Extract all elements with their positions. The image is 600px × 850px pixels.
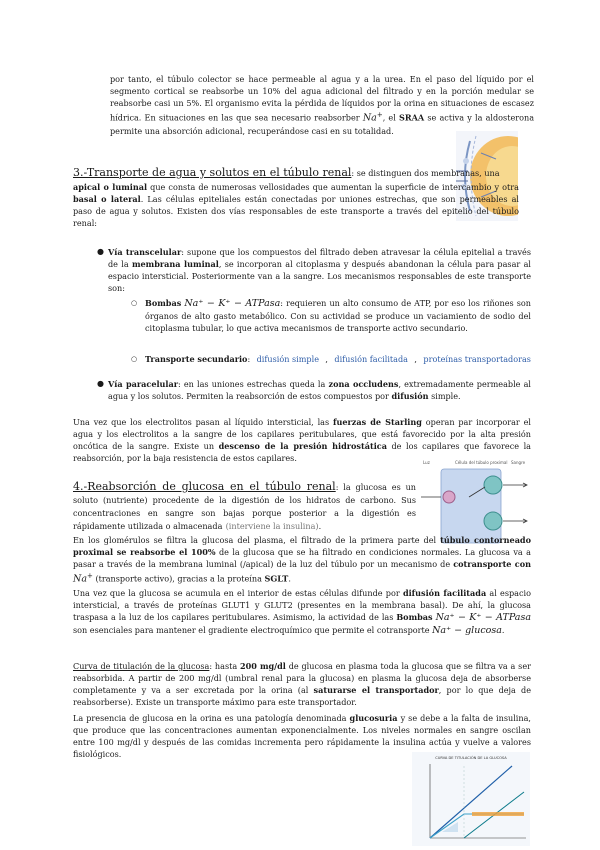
glucose-titration-chart — [412, 752, 530, 846]
starling-paragraph: Una vez que los electrolitos pasan al líquido intersticial, las fuerzas de Starling operan par incorporar el agua y los electrolitos a la sangre de los capilares peritubulares, que está favorecido por la alta presión oncótica de la sangre. Existe un descenso de la presión hidrostática de los capilares que favorece la reabsorción, por la baja resistencia de estos capilares. — [73, 417, 531, 463]
section-4-title: 4.-Reabsorción de glucosa en el túbulo renal — [73, 480, 336, 493]
section-4-lead: 4.-Reabsorción de glucosa en el túbulo renal: la glucosa es un soluto (nutriente) procedente de la digestión de los hidratos de carbono. Sus concentraciones en sangre son bajas porque posterior a la digestión es rápidamente utilizada o almacenada (interviene la insulina). — [73, 480, 417, 531]
via-transcelular: ● Vía transcelular: supone que los compuestos del filtrado deben atravesar la célula epitelial a través de la membrana luminal, se incorporan al citoplasma y después abandonan la célula para pasar al espacio intersticial. Posteriormente van a la sangre. Los mecanismos responsables de este transporte son: — [97, 247, 531, 293]
circle-bullet-icon: ○ — [131, 355, 138, 363]
figure-label-blood: Sangre — [511, 460, 526, 465]
section-3-lead: 3.-Transporte de agua y solutos en el túbulo renal: se distinguen dos membranas, una — [73, 166, 500, 179]
figure-label-cell: Célula del túbulo proximal — [455, 460, 508, 465]
section-3-title: 3.-Transporte de agua y solutos en el túbulo renal — [73, 166, 352, 179]
figure-label-luz: Luz — [423, 460, 430, 465]
circle-bullet-icon: ○ — [131, 299, 138, 307]
bombas-item: ○ Bombas Na⁺ − K⁺ − ATPasa: requieren un alto consumo de ATP, por eso los riñones son órganos de alto gasto metabólico. Con su actividad se produce un vaciamiento de sodio del citoplasma tubular, lo que activa mecanismos de transporte activo secundario. — [131, 298, 531, 333]
titration-paragraph: Curva de titulación de la glucosa: hasta 200 mg/dl de glucosa en plasma toda la glucosa que se filtra va a ser reabsorbida. A partir de 200 mg/dl (umbral renal para la glucosa) en plasma la glucosa deja de absorberse completamente y va a ser excretada por la orina (al saturarse el transportador, por lo que deja de reabsorberse). Existe un transporte máximo para este transportador. — [73, 661, 531, 707]
bullet-icon: ● — [97, 379, 104, 388]
intro-paragraph: por tanto, el túbulo colector se hace permeable al agua y a la urea. En el paso del líquido por el segmento cortical se reabsorbe un 10% del agua adicional del filtrado y en la porción medular se reabsorbe casi un 5%. El organismo evita la pérdida de líquidos por la orina en situaciones de escasez hídrica. En situaciones en las que sea necesario reabsorber Na+, el SRAA se activa y la aldosterona permite una absorción adicional, recuperándose casi en su totalidad. — [110, 74, 535, 136]
glucosuria-paragraph: La presencia de glucosa en la orina es una patología denominada glucosuria y se debe a la falta de insulina, que produce que las concentraciones aumentan exponencialmente. Los niveles normales en sangre oscilan entre 100 mg/dl y después de las comidas incrementa pero rápidamente la insulina actúa y vuelve a valores fisiológicos. — [73, 713, 531, 759]
bullet-icon: ● — [97, 247, 104, 256]
chart-title: CURVA DE TITULACIÓN DE LA GLUCOSA — [435, 756, 507, 760]
via-paracelular: ● Vía paracelular: en las uniones estrechas queda la zona occludens, extremadamente permeable al agua y los solutos. Permiten la reabsorción de estos compuestos por difusión simple. — [97, 379, 532, 401]
glucose-difusion-paragraph: Una vez que la glucosa se acumula en el interior de estas células difunde por difusión facilitada al espacio intersticial, a través de proteínas GLUT1 y GLUT2 (presentes en la membrana basal). De ahí, la glucosa traspasa a la luz de los capilares peritubulares. Asimismo, la actividad de las Bombas Na⁺ − K⁺ − ATPasa son esenciales para mantener el gradiente electroquímico que permite el cotransporte Na⁺ − glucosa. — [73, 588, 532, 636]
section-3-intro: apical o luminal que consta de numerosas vellosidades que aumentan la superficie de intercambio y otra basal o lateral. Las células epiteliales están conectadas por uniones estrechas, que son permeables al paso de agua y solutos. Existen dos vías responsables de este transporte a través del epitelio del túbulo renal: — [73, 182, 519, 228]
glucose-filtration-paragraph: En los glomérulos se filtra la glucosa del plasma, el filtrado de la primera parte del túbulo contorneado proximal se reabsorbe el 100% de la glucosa que se ha filtrado en condiciones normales. La glucosa va a pasar a través de la membrana luminal (/apical) de la luz del túbulo por un mecanismo de cotransporte con Na+ (transporte activo), gracias a la proteína SGLT. — [73, 535, 531, 585]
transporte-secundario-item: ○ Transporte secundario: difusión simple , difusión facilitada , proteínas transportadoras — [131, 354, 531, 364]
